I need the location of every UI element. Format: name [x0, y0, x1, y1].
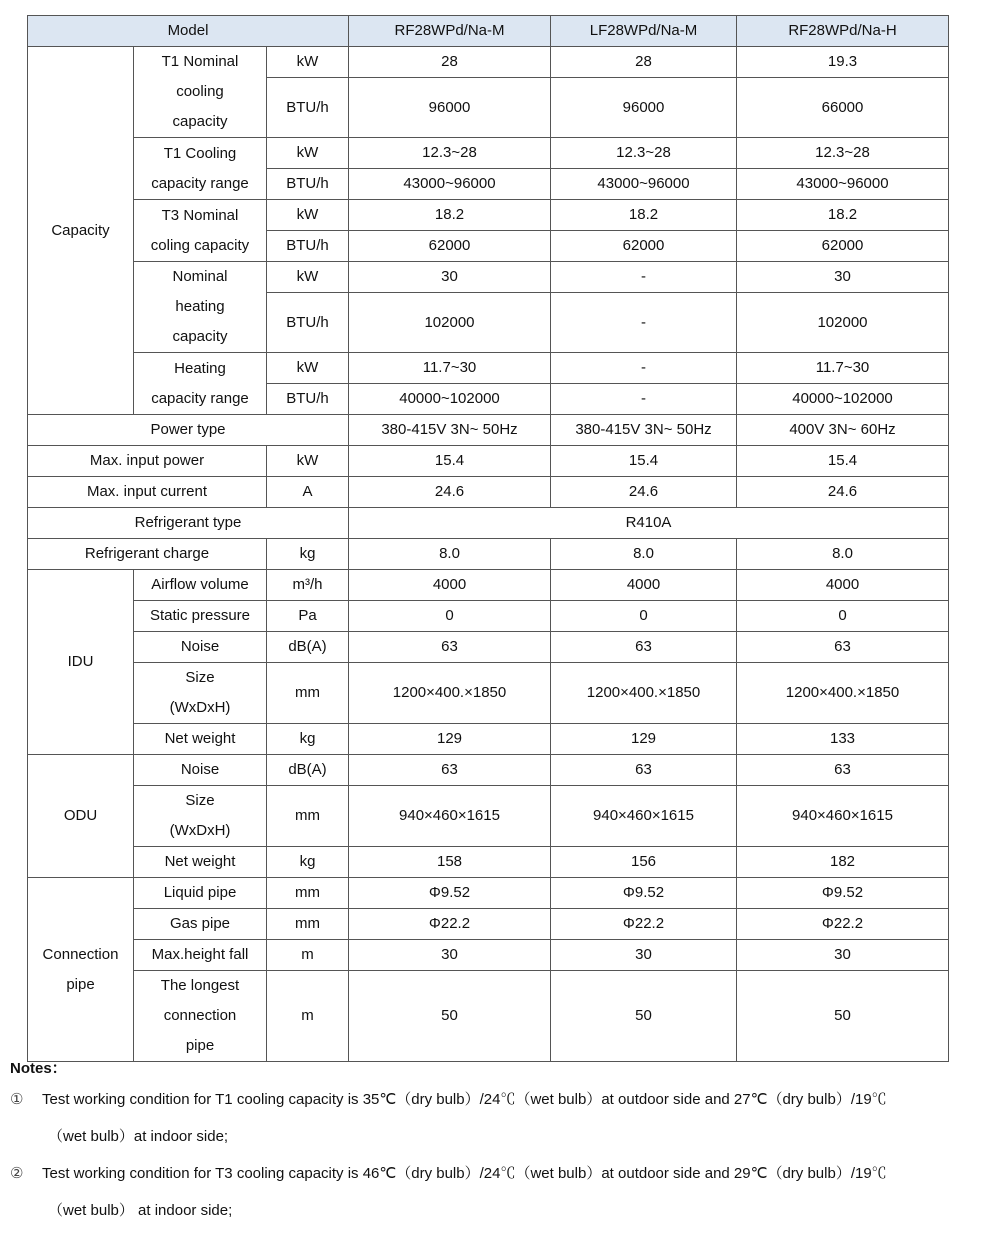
parameter-label: T1 Cooling capacity range — [134, 138, 267, 200]
spec-table — [27, 15, 949, 1062]
group-label: Connection pipe — [28, 878, 134, 1062]
notes — [10, 1057, 887, 1229]
unit-cell: kg — [267, 539, 349, 570]
value-cell: 50 — [551, 971, 737, 1062]
value-cell: 19.3 — [737, 47, 949, 78]
value-cell: 18.2 — [349, 200, 551, 231]
table-row — [28, 786, 949, 847]
value-cell: 63 — [551, 632, 737, 663]
value-cell: 15.4 — [349, 446, 551, 477]
value-cell: 4000 — [551, 570, 737, 601]
table-row — [28, 446, 949, 477]
table-row — [28, 138, 949, 169]
value-cell: - — [551, 353, 737, 384]
value-cell: 62000 — [737, 231, 949, 262]
header-model-3: RF28WPd/Na-H — [737, 16, 949, 47]
value-cell: 380-415V 3N~ 50Hz — [551, 415, 737, 446]
value-cell: 156 — [551, 847, 737, 878]
value-cell: 30 — [349, 940, 551, 971]
note-2-continued: （wet bulb） at indoor side; — [48, 1202, 233, 1219]
value-cell: 40000~102000 — [349, 384, 551, 415]
table-row — [28, 632, 949, 663]
header-model: Model — [28, 16, 349, 47]
unit-cell: kg — [267, 847, 349, 878]
parameter-label: Airflow volume — [134, 570, 267, 601]
value-cell: 63 — [349, 755, 551, 786]
group-label: ODU — [28, 755, 134, 878]
note-text: Test working condition for T1 cooling capacity is 35℃（dry bulb）/24℃（wet bulb）at outdoor side and 27℃（dry bulb）/19℃ — [42, 1091, 887, 1108]
parameter-label: Max. input current — [28, 477, 267, 508]
table-row — [28, 909, 949, 940]
unit-cell: m — [267, 940, 349, 971]
value-cell: 66000 — [737, 78, 949, 138]
unit-cell: dB(A) — [267, 632, 349, 663]
value-cell: 11.7~30 — [349, 353, 551, 384]
value-cell: 102000 — [737, 293, 949, 353]
parameter-label: Net weight — [134, 724, 267, 755]
value-cell: 63 — [737, 755, 949, 786]
value-cell: 8.0 — [349, 539, 551, 570]
value-cell: 4000 — [349, 570, 551, 601]
value-cell: 12.3~28 — [737, 138, 949, 169]
value-cell: 62000 — [349, 231, 551, 262]
unit-cell: BTU/h — [267, 78, 349, 138]
value-cell: - — [551, 384, 737, 415]
value-cell: Φ9.52 — [349, 878, 551, 909]
value-cell: 30 — [737, 940, 949, 971]
value-cell: 400V 3N~ 60Hz — [737, 415, 949, 446]
spec-table-body — [28, 47, 949, 1062]
value-cell: Φ22.2 — [349, 909, 551, 940]
value-cell: 4000 — [737, 570, 949, 601]
value-cell: 380-415V 3N~ 50Hz — [349, 415, 551, 446]
value-cell: 43000~96000 — [551, 169, 737, 200]
value-cell: 50 — [349, 971, 551, 1062]
value-cell: 182 — [737, 847, 949, 878]
note-1-continued: （wet bulb）at indoor side; — [48, 1128, 229, 1145]
value-cell: 24.6 — [551, 477, 737, 508]
value-cell: 40000~102000 — [737, 384, 949, 415]
parameter-label: Nominal heating capacity — [134, 262, 267, 353]
value-cell: 18.2 — [737, 200, 949, 231]
header-model-2: LF28WPd/Na-M — [551, 16, 737, 47]
table-row — [28, 539, 949, 570]
value-cell: 28 — [551, 47, 737, 78]
table-row — [28, 508, 949, 539]
unit-cell: kg — [267, 724, 349, 755]
parameter-label: T3 Nominal coling capacity — [134, 200, 267, 262]
value-cell: 12.3~28 — [551, 138, 737, 169]
parameter-label: Power type — [28, 415, 349, 446]
unit-cell: mm — [267, 663, 349, 724]
parameter-label: Refrigerant type — [28, 508, 349, 539]
parameter-label: Max. input power — [28, 446, 267, 477]
table-row — [28, 724, 949, 755]
unit-cell: mm — [267, 878, 349, 909]
value-cell: 24.6 — [737, 477, 949, 508]
value-cell: 43000~96000 — [737, 169, 949, 200]
unit-cell: BTU/h — [267, 384, 349, 415]
value-cell: 158 — [349, 847, 551, 878]
parameter-label: Noise — [134, 632, 267, 663]
value-cell: 43000~96000 — [349, 169, 551, 200]
table-row — [28, 262, 949, 293]
unit-cell: A — [267, 477, 349, 508]
value-cell: 1200×400.×1850 — [349, 663, 551, 724]
unit-cell: kW — [267, 47, 349, 78]
notes-title: Notes： — [10, 1060, 67, 1077]
value-cell: Φ9.52 — [737, 878, 949, 909]
parameter-label: Size (WxDxH) — [134, 786, 267, 847]
table-row — [28, 200, 949, 231]
value-cell: 102000 — [349, 293, 551, 353]
value-cell: - — [551, 293, 737, 353]
table-row — [28, 601, 949, 632]
value-cell: R410A — [349, 508, 949, 539]
value-cell: 18.2 — [551, 200, 737, 231]
value-cell: 63 — [551, 755, 737, 786]
parameter-label: Net weight — [134, 847, 267, 878]
value-cell: 28 — [349, 47, 551, 78]
unit-cell: BTU/h — [267, 293, 349, 353]
value-cell: 8.0 — [737, 539, 949, 570]
header-model-1: RF28WPd/Na-M — [349, 16, 551, 47]
parameter-label: Gas pipe — [134, 909, 267, 940]
value-cell: 11.7~30 — [737, 353, 949, 384]
value-cell: 15.4 — [737, 446, 949, 477]
value-cell: 15.4 — [551, 446, 737, 477]
value-cell: 940×460×1615 — [737, 786, 949, 847]
parameter-label: Heating capacity range — [134, 353, 267, 415]
value-cell: 129 — [551, 724, 737, 755]
parameter-label: Noise — [134, 755, 267, 786]
table-row — [28, 971, 949, 1062]
note-marker: ② — [10, 1165, 24, 1182]
value-cell: 940×460×1615 — [349, 786, 551, 847]
note-1 — [10, 1081, 887, 1118]
parameter-label: The longest connection pipe — [134, 971, 267, 1062]
value-cell: 30 — [349, 262, 551, 293]
value-cell: 63 — [349, 632, 551, 663]
table-row — [28, 570, 949, 601]
unit-cell: Pa — [267, 601, 349, 632]
parameter-label: Refrigerant charge — [28, 539, 267, 570]
parameter-label: Size (WxDxH) — [134, 663, 267, 724]
unit-cell: kW — [267, 262, 349, 293]
note-text: Test working condition for T3 cooling capacity is 46℃（dry bulb）/24℃（wet bulb）at outdoor side and 29℃（dry bulb）/19℃ — [42, 1165, 887, 1182]
value-cell: 940×460×1615 — [551, 786, 737, 847]
table-row — [28, 353, 949, 384]
value-cell: Φ9.52 — [551, 878, 737, 909]
table-row — [28, 847, 949, 878]
value-cell: 0 — [737, 601, 949, 632]
unit-cell: m — [267, 971, 349, 1062]
value-cell: 50 — [737, 971, 949, 1062]
unit-cell: m³/h — [267, 570, 349, 601]
value-cell: 30 — [737, 262, 949, 293]
unit-cell: kW — [267, 200, 349, 231]
value-cell: 30 — [551, 940, 737, 971]
unit-cell: kW — [267, 353, 349, 384]
value-cell: 133 — [737, 724, 949, 755]
value-cell: 8.0 — [551, 539, 737, 570]
value-cell: 1200×400.×1850 — [551, 663, 737, 724]
table-row — [28, 47, 949, 78]
note-2 — [10, 1155, 887, 1192]
unit-cell: mm — [267, 786, 349, 847]
value-cell: 24.6 — [349, 477, 551, 508]
table-row — [28, 755, 949, 786]
value-cell: 0 — [551, 601, 737, 632]
header-row — [28, 16, 949, 47]
unit-cell: kW — [267, 138, 349, 169]
value-cell: 129 — [349, 724, 551, 755]
value-cell: 1200×400.×1850 — [737, 663, 949, 724]
value-cell: 96000 — [349, 78, 551, 138]
unit-cell: dB(A) — [267, 755, 349, 786]
unit-cell: mm — [267, 909, 349, 940]
value-cell: - — [551, 262, 737, 293]
parameter-label: Liquid pipe — [134, 878, 267, 909]
unit-cell: BTU/h — [267, 231, 349, 262]
group-label: IDU — [28, 570, 134, 755]
table-row — [28, 415, 949, 446]
value-cell: 12.3~28 — [349, 138, 551, 169]
value-cell: Φ22.2 — [737, 909, 949, 940]
parameter-label: T1 Nominal cooling capacity — [134, 47, 267, 138]
value-cell: 0 — [349, 601, 551, 632]
table-row — [28, 878, 949, 909]
table-row — [28, 663, 949, 724]
value-cell: Φ22.2 — [551, 909, 737, 940]
group-label: Capacity — [28, 47, 134, 415]
value-cell: 96000 — [551, 78, 737, 138]
table-row — [28, 477, 949, 508]
value-cell: 62000 — [551, 231, 737, 262]
table-row — [28, 940, 949, 971]
unit-cell: kW — [267, 446, 349, 477]
unit-cell: BTU/h — [267, 169, 349, 200]
value-cell: 63 — [737, 632, 949, 663]
note-marker: ① — [10, 1091, 24, 1108]
parameter-label: Max.height fall — [134, 940, 267, 971]
parameter-label: Static pressure — [134, 601, 267, 632]
